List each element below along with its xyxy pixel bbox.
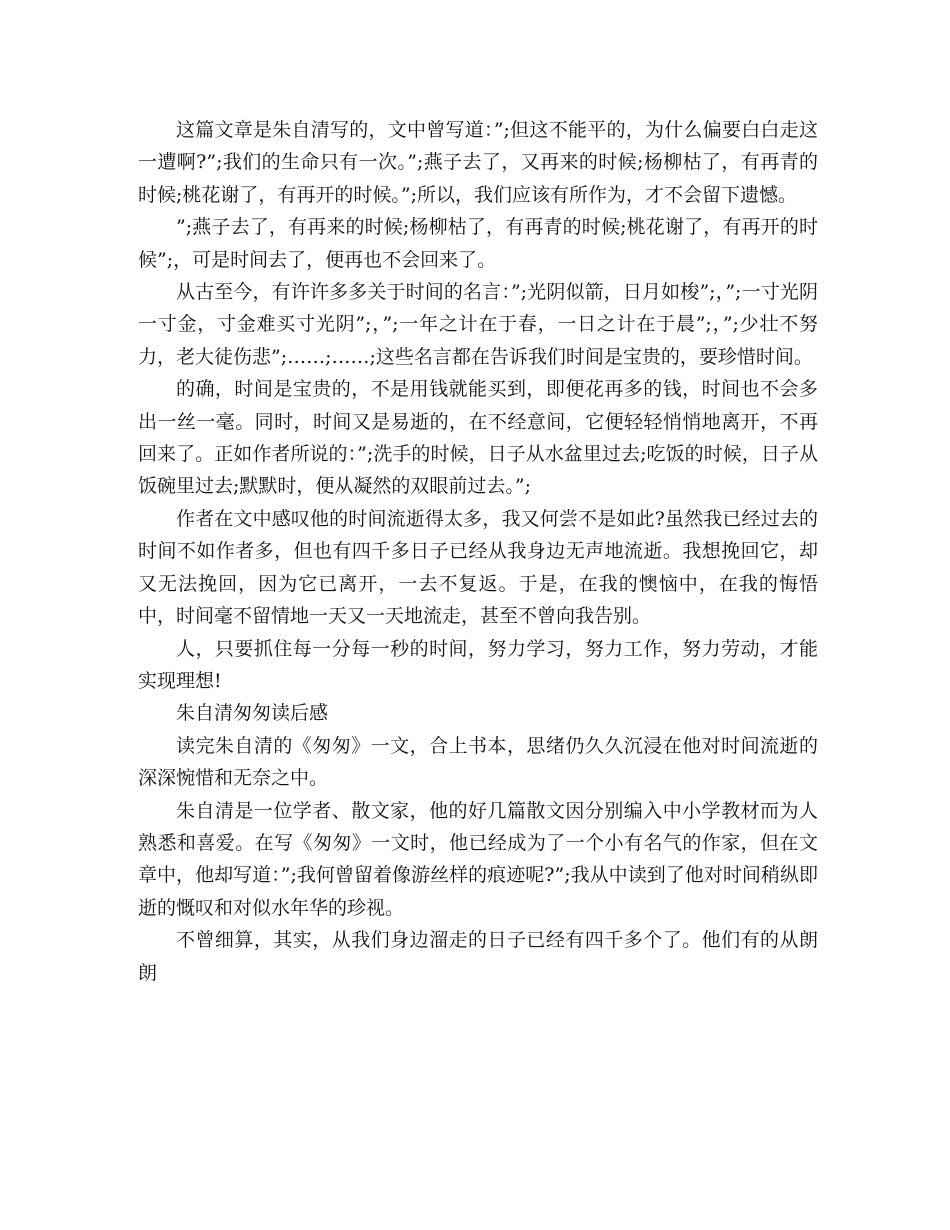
paragraph: 不曾细算，其实，从我们身边溜走的日子已经有四千多个了。他们有的从朗朗 [138,929,818,984]
paragraph: 的确，时间是宝贵的，不是用钱就能买到，即便花再多的钱，时间也不会多出一丝一毫。同时，时间又是易逝的，在不经意间，它便轻轻悄悄地离开，不再回来了。正如作者所说的：”;洗手的时候，日子从水盆里过去;吃饭的时候，日子从饭碗里过去;默默时，便从凝然的双眼前过去。”; [138,378,818,498]
paragraph: 从古至今，有许许多多关于时间的名言：”;光阴似箭，日月如梭”;，”;一寸光阴一寸金，寸金难买寸光阴”;，”;一年之计在于春，一日之计在于晨”;，”;少壮不努力，老大徒伤悲”;……;……;这些名言都在告诉我们时间是宝贵的，要珍惜时间。 [138,281,818,368]
article-body [138,114,818,989]
paragraph: ”;燕子去了，有再来的时候;杨柳枯了，有再青的时候;桃花谢了，有再开的时候”;，可是时间去了，便再也不会回来了。 [138,216,818,271]
paragraph: 这篇文章是朱自清写的，文中曾写道：”;但这不能平的，为什么偏要白白走这一遭啊?”;我们的生命只有一次。”;燕子去了，又再来的时候;杨柳枯了，有再青的时候;桃花谢了，有再开的时候。”;所以，我们应该有所作为，才不会留下遗憾。 [138,119,818,206]
paragraph: 朱自清是一位学者、散文家，他的好几篇散文因分别编入中小学教材而为人熟悉和喜爱。在写《匆匆》一文时，他已经成为了一个小有名气的作家，但在文章中，他却写道：”;我何曾留着像游丝样的痕迹呢?”;我从中读到了他对时间稍纵即逝的慨叹和对似水年华的珍视。 [138,799,818,919]
paragraph: 读完朱自清的《匆匆》一文，合上书本，思绪仍久久沉浸在他对时间流逝的深深惋惜和无奈之中。 [138,734,818,790]
paragraph: 作者在文中感叹他的时间流逝得太多，我又何尝不是如此?虽然我已经过去的时间不如作者多，但也有四千多日子已经从我身边无声地流逝。我想挽回它，却又无法挽回，因为它已离开，一去不复返。于是，在我的懊恼中，在我的悔悟中，时间毫不留情地一天又一天地流走，甚至不曾向我告别。 [138,507,818,628]
paragraph: 人，只要抓住每一分每一秒的时间，努力学习，努力工作，努力劳动，才能实现理想! [138,637,818,692]
section-heading: 朱自清匆匆读后感 [176,702,329,725]
